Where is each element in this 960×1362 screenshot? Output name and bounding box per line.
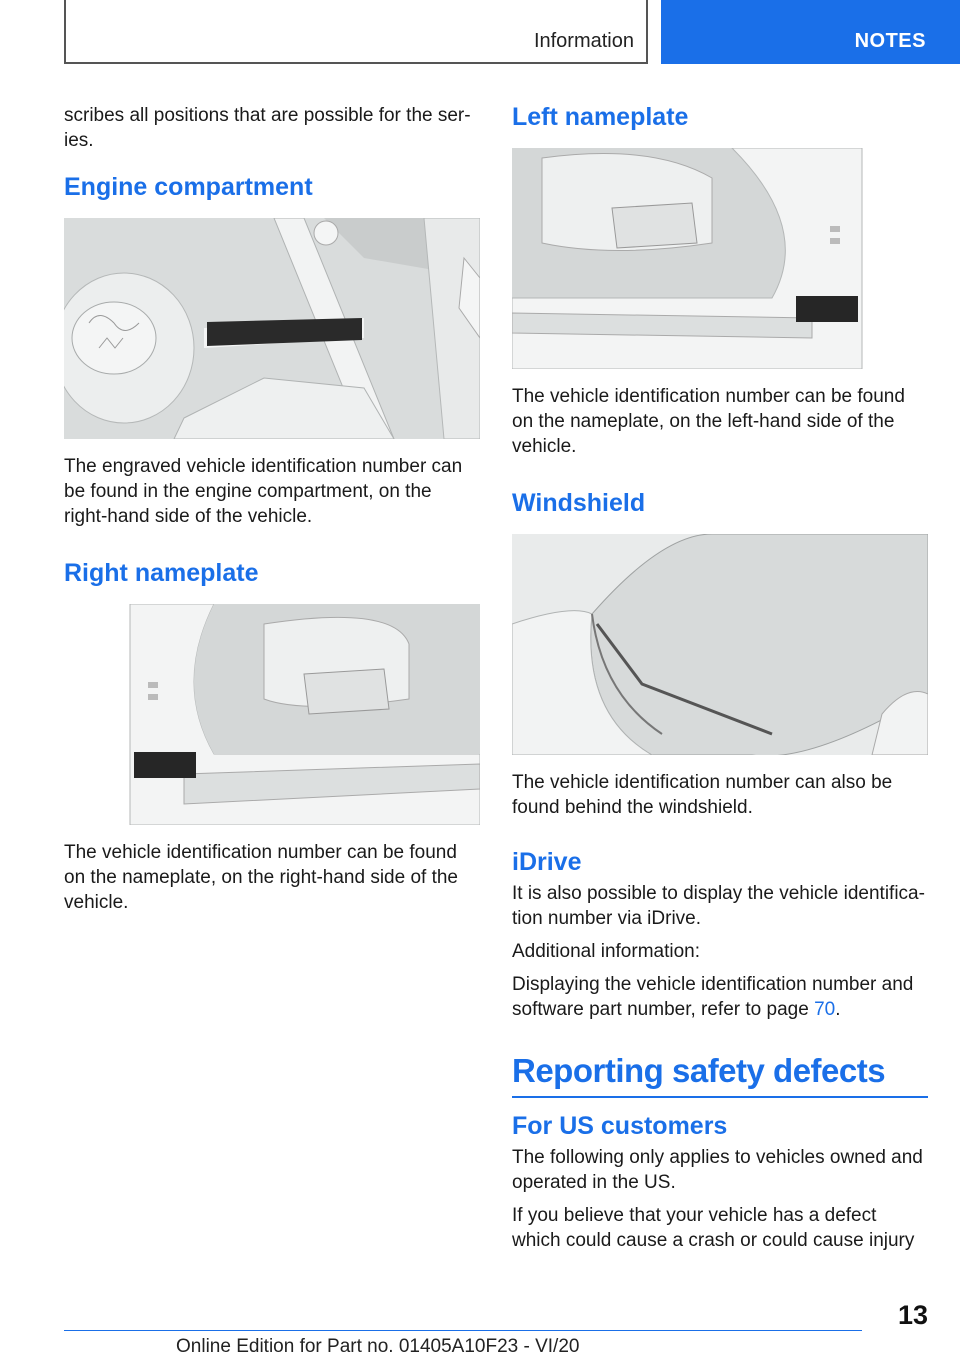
right-nameplate-image <box>64 604 480 825</box>
left-column <box>64 103 480 923</box>
left-nameplate-text: The vehicle identification number can be found on the nameplate, on the left-hand side of the vehicle. <box>512 386 905 457</box>
right-column <box>512 103 928 1261</box>
header-section-title: Information <box>533 30 634 52</box>
engine-heading: Engine compartment <box>64 173 313 201</box>
header-chapter-label: NOTES <box>854 30 926 52</box>
us-customers-heading: For US customers <box>512 1112 728 1140</box>
header-chapter-tab[interactable] <box>661 0 960 64</box>
idrive-heading: iDrive <box>512 848 582 876</box>
windshield-text: The vehicle identification number can also be found behind the windshield. <box>512 772 893 818</box>
windshield-image <box>512 534 928 755</box>
page-link[interactable]: 70 <box>814 999 836 1020</box>
footer-divider <box>64 1330 862 1331</box>
engine-text: The engraved vehicle identification number can be found in the engine compartment, on the right-hand side of the vehicle. <box>64 456 463 527</box>
idrive-text: It is also possible to display the vehicle identification number via iDrive. <box>512 883 925 929</box>
intro-text: scribes all positions that are possible for the series. <box>64 105 471 151</box>
footer-edition: Online Edition for Part no. 01405A10F23 - VI/20 <box>176 1336 580 1357</box>
engine-compartment-image <box>64 218 480 439</box>
displaying-text: Displaying the vehicle identification number and software part number, refer to page 70. <box>512 974 914 1020</box>
page-number: 13 <box>897 1300 928 1330</box>
right-nameplate-heading: Right nameplate <box>64 559 259 587</box>
windshield-heading: Windshield <box>512 489 646 517</box>
reporting-heading: Reporting safety defects <box>512 1052 928 1098</box>
us-text-1: The following only applies to vehicles owned and operated in the US. <box>512 1147 923 1193</box>
left-nameplate-image <box>512 148 928 369</box>
additional-info-label: Additional information: <box>512 941 700 962</box>
right-nameplate-text: The vehicle identification number can be found on the nameplate, on the right-hand side of the vehicle. <box>64 842 458 913</box>
left-nameplate-heading: Left nameplate <box>512 103 689 131</box>
us-text-2: If you believe that your vehicle has a defect which could cause a crash or could cause injury <box>512 1205 915 1251</box>
header-section-box <box>64 0 648 64</box>
